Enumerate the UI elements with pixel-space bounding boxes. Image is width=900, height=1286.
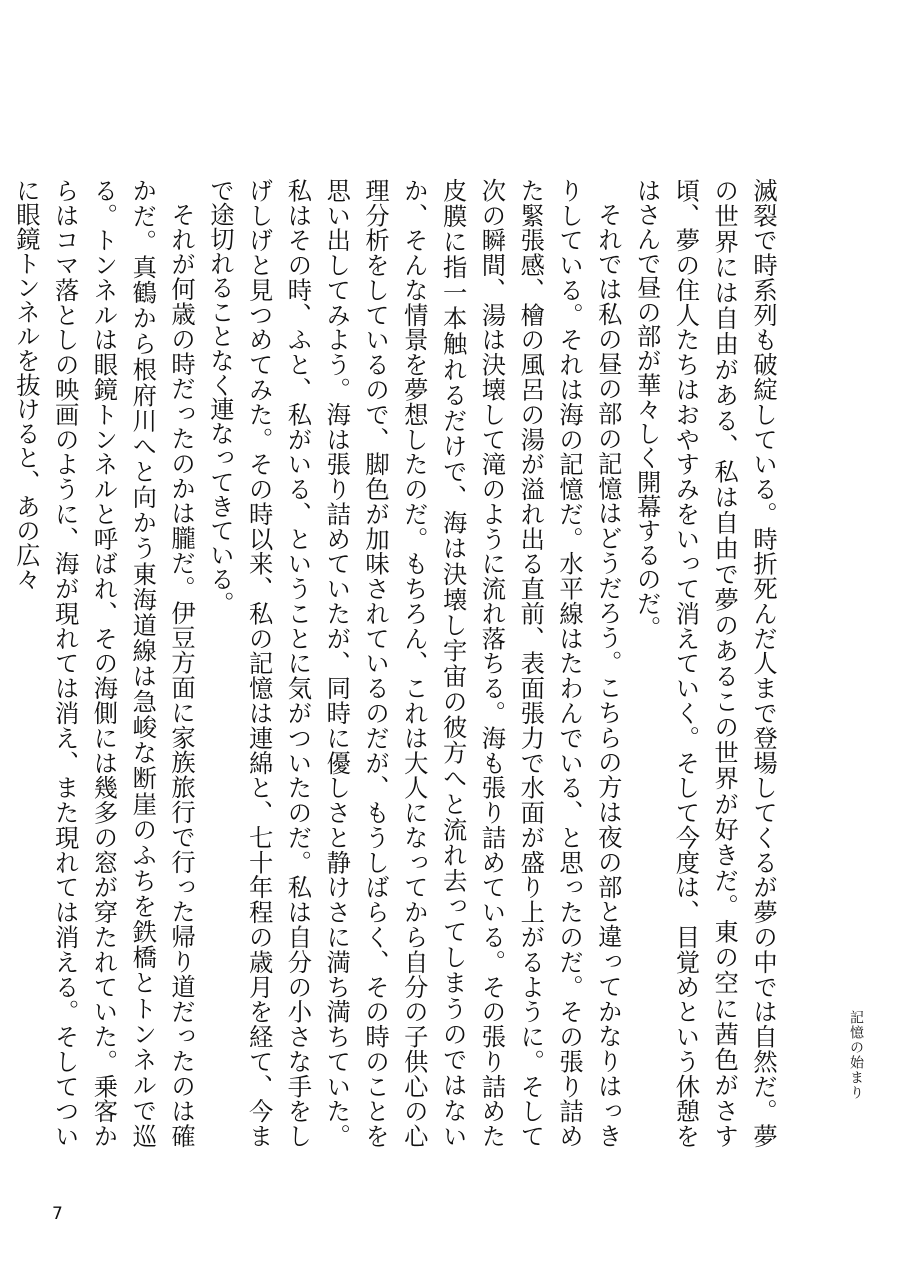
running-head: 記憶の始まり — [848, 1010, 864, 1100]
paragraph-1: 滅裂で時系列も破綻している。時折死んだ人まで登場してくるが夢の中では自然だ。夢の世界には自由がある、私は自由で夢のあるこの世界が好きだ。東の空に茜色がさす頃、夢の住人たちはおやすみをいって消えていく。そして今度は、目覚めという休憩をはさんで昼の部が華々しく開幕するのだ。 — [632, 178, 778, 1148]
main-text-block — [6, 178, 782, 1148]
page-number: 7 — [52, 1204, 63, 1224]
paragraph-3: それが何歳の時だったのかは朧だ。伊豆方面に家族旅行で行った帰り道だったのは確かだ。真鶴から根府川へと向かう東海道線は急峻な断崖のふちを鉄橋とトンネルで巡る。トンネルは眼鏡トンネルと呼ばれ、その海側には幾多の窓が穿たれていた。乗客からはコマ落としの映画のように、海が現れては消え、また現れては消える。そしてついに眼鏡トンネルを抜けると、あの広々 — [11, 178, 197, 1148]
paragraph-2: それでは私の昼の部の記憶はどうだろう。こちらの方は夜の部と違ってかなりはっきりしている。それは海の記憶だ。水平線はたわんでいる、と思ったのだ。その張り詰めた緊張感、檜の風呂の湯が溢れ出る直前、表面張力で水面が盛り上がるように。そして次の瞬間、湯は決壊して滝のように流れ落ちる。海も張り詰めている。その張り詰めた皮膜に指一本触れるだけで、海は決壊し宇宙の彼方へと流れ去ってしまうのではないか、そんな情景を夢想したのだ。もちろん、これは大人になってから自分の子供心の心理分析をしているので、脚色が加味されているのだが、もうしばらく、その時のことを思い出してみよう。海は張り詰めていたが、同時に優しさと静けさに満ち満ちていた。私はその時、ふと、私がいる、ということに気がついたのだ。私は自分の小さな手をしげしげと見つめてみた。その時以来、私の記憶は連綿と、七十年程の歳月を経て、今まで途切れることなく連なってきている。 — [205, 178, 623, 1148]
